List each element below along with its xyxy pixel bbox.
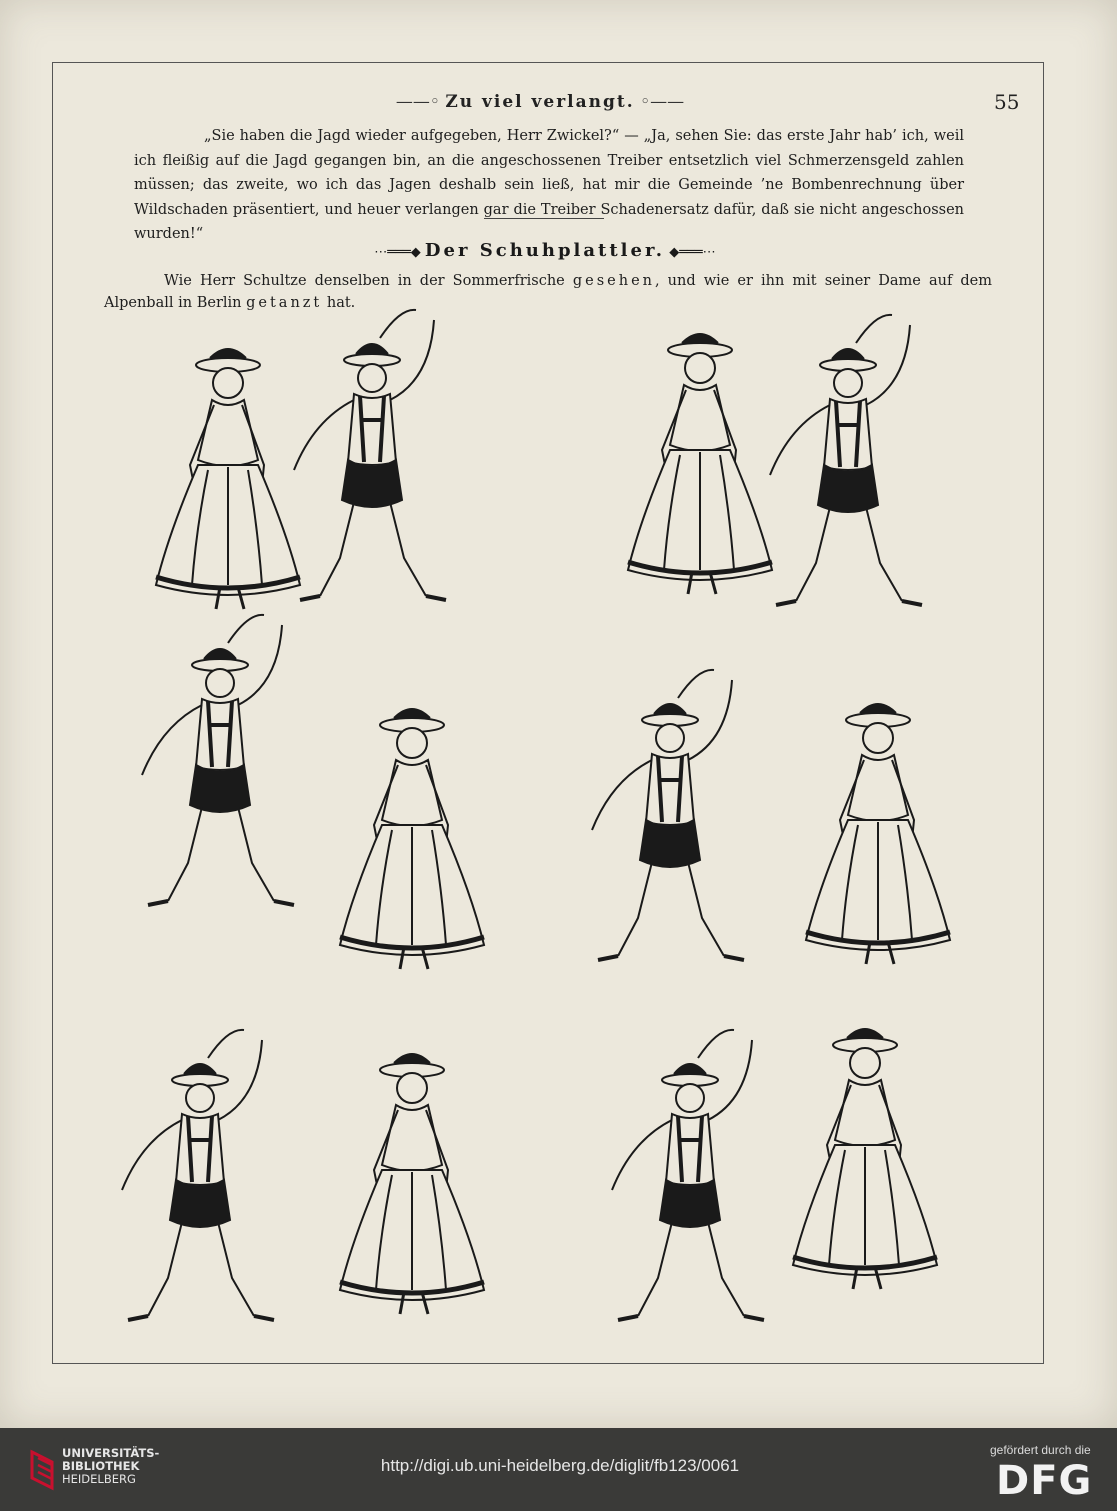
institution-line-1: UNIVERSITÄTS- bbox=[62, 1446, 160, 1460]
institution-line-2: BIBLIOTHEK bbox=[62, 1459, 140, 1473]
title-ornament-left: ⋯═══◆ bbox=[374, 245, 425, 260]
running-head-title: Zu viel verlangt. bbox=[445, 92, 635, 112]
caption-text-3: hat. bbox=[326, 295, 356, 311]
couple-3 bbox=[142, 615, 484, 969]
joke-text: „Sie haben die Jagd wieder aufgegeben, Herr Zwickel?“ — „Ja, sehen Sie: das erste Jahr hab’ ich, weil ich fleißig auf die Jagd gegangen bin, an die angeschossenen Treiber entsetzlich viel Schmerzensgeld zahlen müssen; das zweite, wo ich das Jagen deshalb sein ließ, hat mir die Gemeinde ’ne Bombenrechnung über Wildschaden präsentiert, und heuer verlangen gar die Treiber Schadenersatz dafür, daß sie nicht angeschossen wurden!“ bbox=[134, 128, 964, 243]
section-title-text: Der Schuhplattler. bbox=[424, 240, 666, 261]
couple-6 bbox=[612, 1029, 937, 1320]
couple-2 bbox=[628, 315, 922, 605]
university-library-logo-icon bbox=[30, 1448, 58, 1492]
caption-spaced-1: gesehen bbox=[572, 273, 655, 289]
ornament-left: ——◦ bbox=[395, 92, 446, 112]
caption-text-2: , und wie er ihn mit seiner Dame auf dem Alpenball in Berlin bbox=[104, 273, 993, 311]
page-number: 55 bbox=[994, 90, 1020, 114]
dfg-logo: DFG bbox=[996, 1458, 1093, 1504]
caption-text-1: Wie Herr Schultze denselben in der Sommerfrische bbox=[164, 273, 565, 289]
couple-1 bbox=[156, 310, 446, 609]
funded-by-label: gefördert durch die bbox=[990, 1443, 1091, 1457]
caption-spaced-2: getanzt bbox=[246, 295, 323, 311]
institution-line-3: HEIDELBERG bbox=[62, 1472, 136, 1486]
institution-name bbox=[62, 1447, 159, 1486]
couple-4 bbox=[592, 670, 950, 964]
title-ornament-right: ◆═══⋯ bbox=[665, 245, 716, 260]
permalink[interactable]: http://digi.ub.uni-heidelberg.de/diglit/fb123/0061 bbox=[380, 1456, 740, 1475]
couple-5 bbox=[122, 1030, 484, 1320]
ornament-right: ◦—— bbox=[634, 92, 685, 112]
